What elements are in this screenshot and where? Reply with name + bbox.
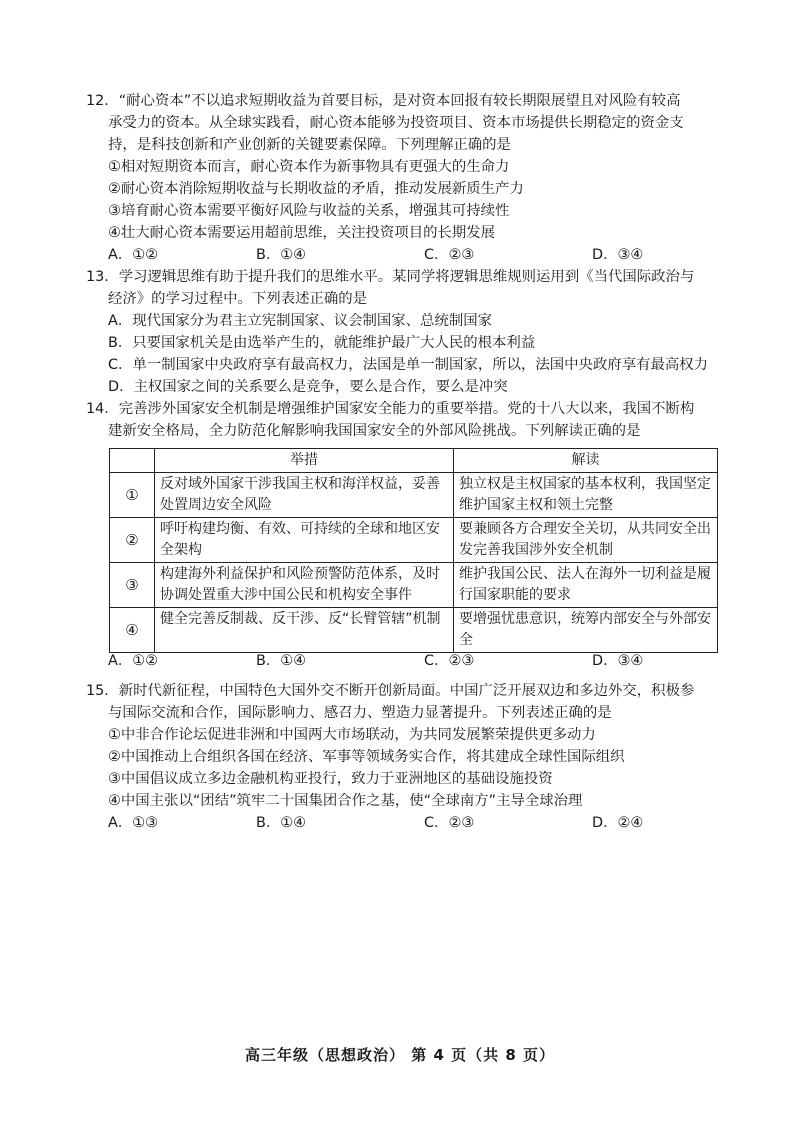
question-12-choice-d: D．③④ xyxy=(592,247,644,263)
table-row xyxy=(110,473,718,518)
question-15-choices xyxy=(86,812,726,834)
question-14-choice-a: A．①② xyxy=(108,653,159,669)
table-row xyxy=(110,608,718,653)
question-14-choice-d: D．③④ xyxy=(592,653,644,669)
table-row xyxy=(110,563,718,608)
question-14-choice-c: C．②③ xyxy=(424,653,475,669)
question-12-option-1: ①相对短期资本而言，耐心资本作为新事物具有更强大的生命力 xyxy=(108,159,510,175)
question-12-option-3: ③培育耐心资本需要平衡好风险与收益的关系，增强其可持续性 xyxy=(108,203,510,219)
question-15-choice-c: C．②③ xyxy=(424,815,475,831)
question-14-choices xyxy=(86,650,726,672)
question-12-choice-c: C．②③ xyxy=(424,247,475,263)
question-13-option-c: C．单一制国家中央政府享有最高权力，法国是单一制国家，所以，法国中央政府享有最高权力 xyxy=(108,357,709,373)
question-12-choice-b: B．①④ xyxy=(256,247,307,263)
table-row-number: ④ xyxy=(110,608,155,653)
table-row-number: ② xyxy=(110,518,155,563)
table-header-reading: 解读 xyxy=(454,449,718,473)
table-header-index xyxy=(110,449,155,473)
question-12-choice-a: A．①② xyxy=(108,247,159,263)
question-15-choice-a: A．①③ xyxy=(108,815,159,831)
question-15-stem-line-2: 与国际交流和合作，国际影响力、感召力、塑造力显著提升。下列表述正确的是 xyxy=(108,705,612,721)
page-footer: 高三年级（思想政治） 第 4 页（共 8 页） xyxy=(245,1046,555,1064)
question-13-option-d: D．主权国家之间的关系要么是竞争，要么是合作，要么是冲突 xyxy=(108,379,508,395)
question-14-choice-b: B．①④ xyxy=(256,653,307,669)
question-15-choice-b: B．①④ xyxy=(256,815,307,831)
question-15-option-3: ③中国倡议成立多边金融机构亚投行，致力于亚洲地区的基础设施投资 xyxy=(108,771,553,787)
table-row-number: ③ xyxy=(110,563,155,608)
question-13-stem-line-1: 13．学习逻辑思维有助于提升我们的思维水平。某同学将逻辑思维规则运用到《当代国际政治与 xyxy=(86,269,695,285)
question-15-stem-line-1: 15．新时代新征程，中国特色大国外交不断开创新局面。中国广泛开展双边和多边外交，积极参 xyxy=(86,683,695,699)
table-row-number: ① xyxy=(110,473,155,518)
table-row xyxy=(110,518,718,563)
question-15-option-2: ②中国推动上合组织各国在经济、军事等领域务实合作，将其建成全球性国际组织 xyxy=(108,749,625,765)
table-cell-measure: 构建海外利益保护和风险预警防范体系，及时协调处置重大涉中国公民和机构安全事件 xyxy=(155,563,454,608)
question-12-option-2: ②耐心资本消除短期收益与长期收益的矛盾，推动发展新质生产力 xyxy=(108,181,524,197)
table-cell-reading: 要兼顾各方合理安全关切，从共同安全出发完善我国涉外安全机制 xyxy=(454,518,718,563)
question-14-choices-wrap xyxy=(86,650,726,672)
question-13-option-b: B．只要国家机关是由选举产生的，就能维护最广大人民的根本利益 xyxy=(108,335,536,351)
table-cell-measure: 反对域外国家干涉我国主权和海洋权益，妥善处置周边安全风险 xyxy=(155,473,454,518)
question-12-stem-line-3: 持，是科技创新和产业创新的关键要素保障。下列理解正确的是 xyxy=(108,137,511,153)
question-14 xyxy=(86,398,726,442)
question-13-stem-line-2: 经济》的学习过程中。下列表述正确的是 xyxy=(108,291,368,307)
table-cell-reading: 要增强忧患意识，统筹内部安全与外部安全 xyxy=(454,608,718,653)
question-13-option-a: A．现代国家分为君主立宪制国家、议会制国家、总统制国家 xyxy=(108,313,493,329)
question-14-table xyxy=(109,448,718,653)
question-14-stem-line-2: 建新安全格局，全力防范化解影响我国国家安全的外部风险挑战。下列解读正确的是 xyxy=(108,423,641,439)
question-12 xyxy=(86,90,726,266)
table-cell-measure: 健全完善反制裁、反干涉、反“长臂管辖”机制 xyxy=(155,608,454,653)
table-cell-reading: 维护我国公民、法人在海外一切利益是履行国家职能的要求 xyxy=(454,563,718,608)
question-12-option-4: ④壮大耐心资本需要运用超前思维，关注投资项目的长期发展 xyxy=(108,225,496,241)
question-15-option-4: ④中国主张以“团结”筑牢二十国集团合作之基，使“全球南方”主导全球治理 xyxy=(108,793,583,809)
question-15-option-1: ①中非合作论坛促进非洲和中国两大市场联动，为共同发展繁荣提供更多动力 xyxy=(108,727,596,743)
question-15-choice-d: D．②④ xyxy=(592,815,644,831)
question-13 xyxy=(86,266,726,398)
question-14-stem-line-1: 14．完善涉外国家安全机制是增强维护国家安全能力的重要举措。党的十八大以来，我国不断构 xyxy=(86,401,695,417)
table-cell-reading: 独立权是主权国家的基本权利，我国坚定维护国家主权和领土完整 xyxy=(454,473,718,518)
table-cell-measure: 呼吁构建均衡、有效、可持续的全球和地区安全架构 xyxy=(155,518,454,563)
table-header-row xyxy=(110,449,718,473)
question-12-stem-line-2: 承受力的资本。从全球实践看，耐心资本能够为投资项目、资本市场提供长期稳定的资金支 xyxy=(108,115,684,131)
question-15 xyxy=(86,680,726,834)
table-header-measure: 举措 xyxy=(155,449,454,473)
question-12-choices xyxy=(86,244,726,266)
question-12-stem-line-1: 12．“耐心资本”不以追求短期收益为首要目标，是对资本回报有较长期限展望且对风险有较高 xyxy=(86,93,681,109)
